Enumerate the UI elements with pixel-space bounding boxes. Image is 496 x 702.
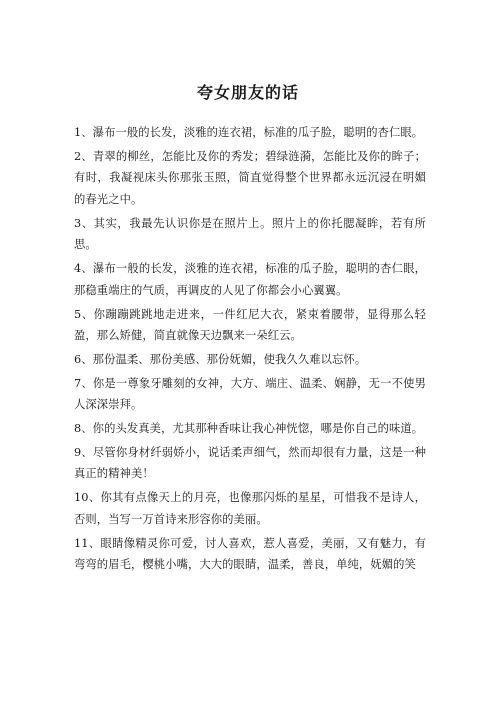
document-body — [74, 122, 426, 578]
paragraph-4: 4、瀑布一般的长发，淡雅的连衣裙，标准的瓜子脸，聪明的杏仁眼，那稳重端庄的气质，再调皮的人见了你都会小心翼翼。 — [74, 262, 426, 297]
paragraph-7: 7、你是一尊象牙雕刻的女神，大方、端庄、温柔、娴静，无一不使男人深深崇拜。 — [74, 376, 426, 412]
paragraph-6: 6、那份温柔、那份美感、那份妩媚，使我久久难以忘怀。 — [74, 352, 367, 366]
paragraph-2: 2、青翠的柳丝，怎能比及你的秀发；碧绿涟漪，怎能比及你的眸子；有时，我凝视床头你那张玉照，简直觉得整个世界都永远沉浸在明媚的春光之中。 — [74, 149, 426, 206]
paragraph-9: 9、尽管你身材纤弱娇小，说话柔声细气，然而却很有力量，这是一种真正的精神美！ — [74, 445, 426, 481]
document-title: 夸女朋友的话 — [196, 83, 299, 102]
paragraph-3: 3、其实，我最先认识你是在照片上。照片上的你托腮凝眸，若有所思。 — [74, 216, 426, 252]
paragraph-10: 10、你其有点像天上的月亮，也像那闪烁的星星，可惜我不是诗人，否则，当写一万首诗来形容你的美丽。 — [74, 491, 426, 526]
paragraph-5: 5、你蹦蹦跳跳地走进来，一件红尼大衣，紧束着腰带，显得那么轻盈，那么矫健，简直就像天边飘来一朵红云。 — [74, 307, 426, 343]
paragraph-11: 11、眼睛像精灵你可爱，讨人喜欢，惹人喜爱，美丽，又有魅力，有弯弯的眉毛，樱桃小嘴，大大的眼睛，温柔，善良，单纯，妩媚的笑 — [74, 536, 426, 572]
paragraph-1: 1、瀑布一般的长发，淡雅的连衣裙，标准的瓜子脸，聪明的杏仁眼。 — [74, 126, 424, 139]
paragraph-8: 8、你的头发真美，尤其那种香味让我心神恍惚，哪是你自己的味道。 — [74, 422, 424, 436]
